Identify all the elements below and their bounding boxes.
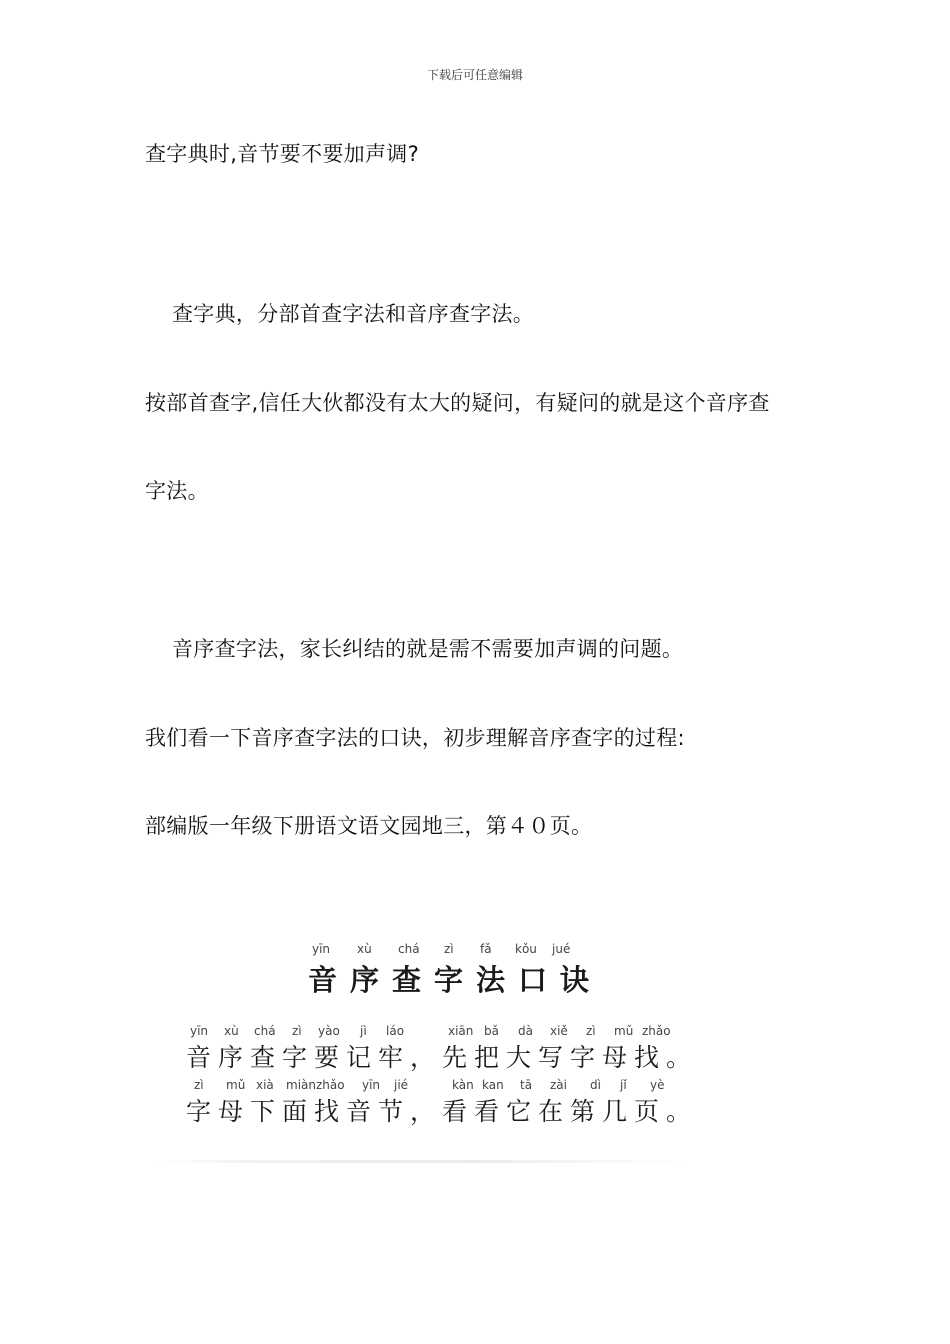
pinyin: kàn <box>452 1078 474 1092</box>
paragraph-textbook-ref: 部编版一年级下册语文语文园地三，第４０页。 <box>145 814 593 838</box>
pinyin: tā <box>520 1078 533 1092</box>
figure-edge-artifact <box>150 1160 690 1163</box>
pinyin: mǔ <box>614 1024 634 1038</box>
rhyme-line-2: 字母下面找音节，看看它在第几页。 <box>186 1097 699 1126</box>
pinyin: xià <box>256 1078 274 1092</box>
pinyin: yè <box>650 1078 665 1092</box>
pinyin: xiān <box>448 1024 474 1038</box>
paragraph-radical-line2: 字法。 <box>145 479 209 503</box>
pinyin: zì <box>194 1078 204 1092</box>
pinyin: bǎ <box>484 1024 499 1038</box>
pinyin: fǎ <box>480 942 492 956</box>
pinyin: chá <box>398 942 420 956</box>
pinyin: mǔ <box>226 1078 246 1092</box>
paragraph-parents-concern: 音序查字法，家长纠结的就是需不需要加声调的问题。 <box>172 637 684 661</box>
rhyme-title: 音序查字法口诀 <box>308 963 603 997</box>
paragraph-radical-line1: 按部首查字,信任大伙都没有太大的疑问，有疑问的就是这个音序查 <box>145 391 770 415</box>
pinyin: zài <box>550 1078 567 1092</box>
paragraph-question: 查字典时,音节要不要加声调? <box>145 142 420 166</box>
pinyin: kǒu <box>515 942 537 956</box>
paragraph-rhyme-intro: 我们看一下音序查字法的口诀，初步理解音序查字的过程: <box>145 726 685 750</box>
pinyin: jì <box>360 1024 367 1038</box>
pinyin: jué <box>552 942 571 956</box>
pinyin: zhǎo <box>316 1078 345 1092</box>
pinyin: dì <box>590 1078 601 1092</box>
pinyin: xiě <box>550 1024 568 1038</box>
pinyin: zì <box>444 942 454 956</box>
pinyin: kan <box>482 1078 504 1092</box>
pinyin: yīn <box>190 1024 209 1038</box>
pinyin: láo <box>386 1024 405 1038</box>
pinyin: zì <box>292 1024 302 1038</box>
rhyme-line-1: 音序查字要记牢，先把大写字母找。 <box>186 1043 699 1072</box>
pinyin: chá <box>254 1024 276 1038</box>
pinyin: jǐ <box>620 1078 627 1092</box>
pinyin: yào <box>318 1024 340 1038</box>
paragraph-methods: 查字典，分部首查字法和音序查字法。 <box>172 302 535 326</box>
page-header: 下载后可任意编辑 <box>426 68 523 82</box>
pinyin: yīn <box>362 1078 381 1092</box>
rhyme-figure <box>150 932 710 1172</box>
pinyin: yīn <box>312 942 331 956</box>
pinyin: dà <box>518 1024 533 1038</box>
pinyin: miàn <box>286 1078 316 1092</box>
pinyin: xù <box>224 1024 239 1038</box>
pinyin: zhǎo <box>642 1024 671 1038</box>
pinyin: jié <box>394 1078 409 1092</box>
pinyin: zì <box>586 1024 596 1038</box>
pinyin: xù <box>357 942 372 956</box>
